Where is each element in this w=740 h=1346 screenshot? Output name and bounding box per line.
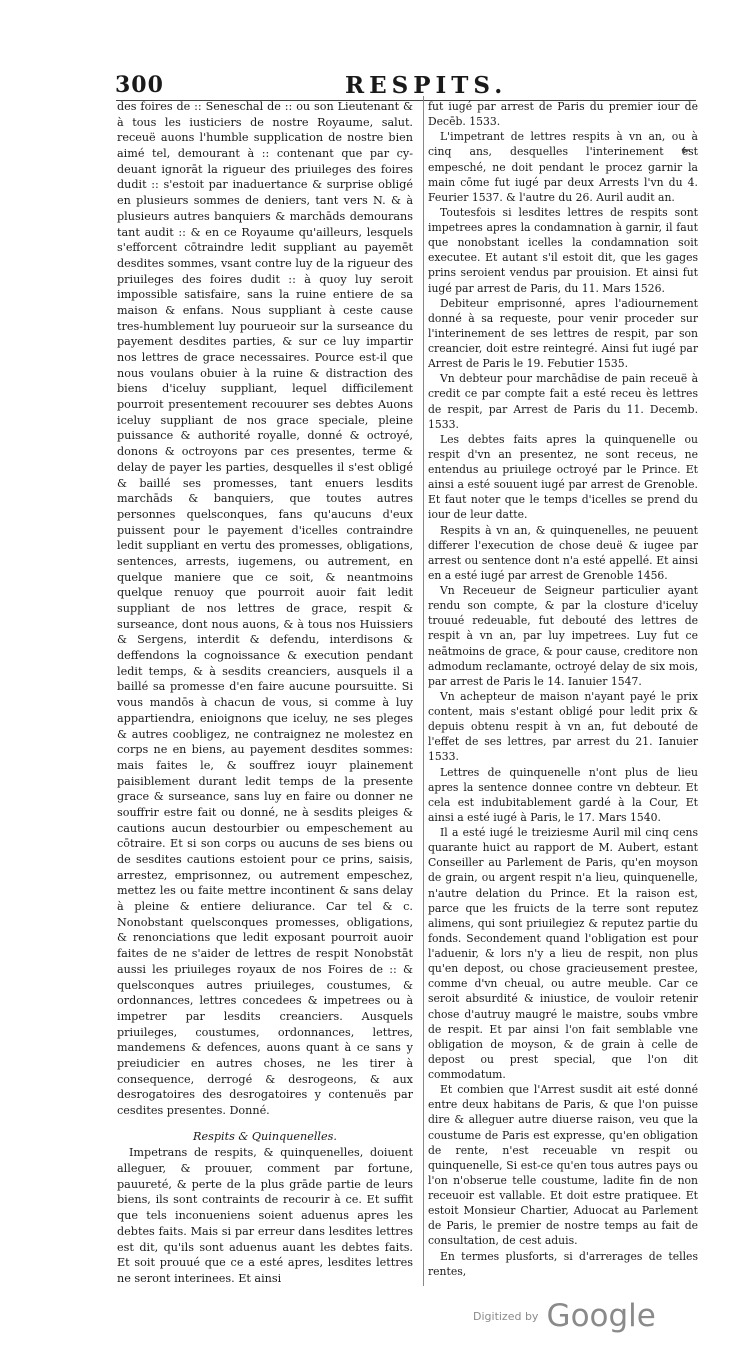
section-heading: Respits & Quinquenelles.	[193, 1129, 337, 1143]
page-header	[115, 72, 695, 100]
article-paragraph: Debiteur emprisonné, apres l'adiournement donné à sa requeste, pour venir proceder sur l'interinement de ses lettres de respit, par son creancier, doit estre reintegré. Ainsi fut iugé par Arrest de Paris le 19. Febutier 1535.	[428, 296, 698, 371]
margin-arrow-mark	[681, 146, 691, 154]
article-paragraph: En termes plusforts, si d'arrerages de telles rentes,	[428, 1249, 698, 1278]
article-paragraph: Vn debteur pour marchādise de pain receuë à credit ce par compte fait a esté receu ès lettres de respit, par Arrest de Paris du 11. Decemb. 1533.	[428, 372, 698, 431]
column-divider	[423, 96, 424, 1286]
digitized-watermark	[473, 1298, 656, 1334]
google-wordmark: Google	[546, 1298, 656, 1334]
left-column	[117, 99, 413, 1287]
digitized-label: Digitized by	[473, 1310, 539, 1323]
article-paragraph: Il a esté iugé le treiziesme Auril mil cinq cens quarante huict au rapport de M. Aubert, estant Conseiller au Parlement de Paris, qu'en moyson de grain, ou argent respit n'a lieu, quinquenelle, n'autre delation du Prince. Et la raison est, parce que les fruicts de la terre sont reputez alimens, qui sont priuilegiez & reputez partie du fonds. Secondement quand l'obligation est pour l'aduenir, & lors n'y a lieu de respit, non plus qu'en depost, ou chose gracieusement prestee, comme d'vn cheual, ou autre meuble. Car ce seroit absurdité & iniustice, de vouloir retenir chose d'autruy maugré le maistre, soubs vmbre de respit. Et par ainsi l'on fait semblable vne obligation de moyson, & de grain à celle de depost ou prest special, que l'on dit commodatum.	[428, 826, 698, 1081]
page-number: 300	[115, 72, 164, 98]
article-paragraph: Respits à vn an, & quinquenelles, ne peuuent differer l'execution de chose deuë & iugee par arrest ou sentence dont n'a esté appellé. Et ainsi en a esté iugé par arrest de Grenoble 1456.	[428, 523, 698, 582]
article-paragraph: Vn Receueur de Seigneur particulier ayant rendu son compte, & par la closture d'iceluy trouué redeuable, fut debouté des lettres de respit à vn an, par luy impetrees. Luy fut ce neātmoins de grace, & pour cause, creditore non admodum reclamante, octroyé delay de six mois, par arrest de Paris le 14. Ianuier 1547.	[428, 584, 698, 688]
article-paragraph: Vn achepteur de maison n'ayant payé le prix content, mais s'estant obligé pour ledit prix & depuis obtenu respit à vn an, fut debouté de l'effet de ses lettres, par arrest du 21. Ianuier 1533.	[428, 689, 698, 764]
continuation-paragraph: fut iugé par arrest de Paris du premier iour de Decēb. 1533.	[428, 100, 698, 129]
impetrans-paragraph: Impetrans de respits, & quinquenelles, doiuent alleguer, & prouuer, comment par fortune, pauureté, & perte de la plus grāde partie de leurs biens, ils sont contraints de recourir à ce. Et suffit que tels inconueniens soient aduenus apres les debtes faits. Mais si par erreur dans lesdites lettres est dit, qu'ils sont aduenus auant les debtes faits. Et soit prouué que ce a esté apres, lesdites lettres ne seront interinees. Et ainsi	[117, 1146, 413, 1285]
article-paragraph: Lettres de quinquenelle n'ont plus de lieu apres la sentence donnee contre vn debteur. Et cela est indubitablement gardé à la Cour, Et ainsi a esté iugé à Paris, le 17. Mars 1540.	[428, 765, 698, 824]
running-title: RESPITS.	[345, 72, 508, 99]
right-column	[428, 99, 698, 1279]
article-paragraph: L'impetrant de lettres respits à vn an, ou à cinq ans, desquelles l'interinement est empesché, ne doit pendant le procez garnir la main cōme fut iugé par deux Arrests l'vn du 4. Feurier 1537. & l'autre du 26. Auril audit an.	[428, 130, 698, 204]
article-paragraph: Et combien que l'Arrest susdit ait esté donné entre deux habitans de Paris, & que l'on puisse dire & alleguer autre diuerse raison, veu que la coustume de Paris est expresse, qu'en obligation de rente, n'est receuable vn respit ou quinquenelle, Si est-ce qu'en tous autres pays ou l'on n'obserue telle coustume, ladite fin de non receuoir est vallable. Et doit estre pratiquee. Et estoit Monsieur Chartier, Aduocat au Parlement de Paris, le premier de nostre temps au fait de consultation, de cest aduis.	[428, 1083, 698, 1248]
article-paragraph: Toutesfois si lesdites lettres de respits sont impetrees apres la condamnation à garnir, il faut que nonobstant icelles la condamnation soit executee. Et autant s'il estoit dit, que les gages prins seroient vendus par prouision. Et ainsi fut iugé par arrest de Paris, du 11. Mars 1526.	[428, 205, 698, 295]
letters-formula-paragraph: des foires de :: Seneschal de :: ou son Lieutenant & à tous les iusticiers de nostre Royaume, salut. receuë auons l'humble supplication de nostre bien aimé tel, demourant à :: contenant que par cy-deuant ignorāt la rigueur des priuileges des foires dudit :: s'estoit par inaduertance & surprise obligé en plusieurs sommes de deniers, tant vers N. & à plusieurs autres banquiers & marchāds demourans tant audit :: & en ce Royaume qu'ailleurs, lesquels s'efforcent cōtraindre ledit suppliant au payemēt desdites sommes, vsant contre luy de la rigueur des priuileges des foires dudit :: à quoy luy seroit impossible satisfaire, sans la ruine entiere de sa maison & enfans. Nous suppliant à ceste cause tres-humblement luy pourueoir sur la surseance du payement desdites parties, & sur ce luy impartir nos lettres de grace necessaires. Pource est-il que nous voulans obuier à la ruine & distraction des biens d'iceluy suppliant, lequel difficilement pourroit presentement recouurer ses debtes Auons iceluy suppliant de nos grace speciale, pleine puissance & authorité royalle, donné & octroyé, donons & octroyons par ces presentes, terme & delay de payer les parties, desquelles il s'est obligé & baillé ses promesses, tant enuers lesdits marchāds & banquiers, que toutes autres personnes quelsconques, fans qu'aucuns d'eux puissent pour le payement d'icelles contraindre ledit suppliant en vertu des promesses, obligations, sentences, arrests, iugemens, ou autrement, en quelque maniere que ce soit, & neantmoins quelque renuoy que pourroit auoir fait ledit suppliant de nos lettres de grace, respit & surseance, dont nous auons, & à tous nos Huissiers & Sergens, interdit & defendu, interdisons & deffendons la cognoissance & execution pendant ledit temps, & à sesdits creanciers, ausquels il a baillé sa promesse d'en faire aucune poursuitte. Si vous mandōs à chacun de vous, si comme à luy appartiendra, enioignons que iceluy, ne ses pleges & autres coobligez, ne contraignez ne molestez en corps ne en biens, au payement desdites sommes: mais faites le, & souffrez iouyr plainement paisiblement durant ledit temps de la presente grace & surseance, sans luy en faire ou donner ne souffrir estre fait ou donné, ne à sesdits pleiges & cautions aucun destourbier ou empeschement au cōtraire. Et si son corps ou aucuns de ses biens ou de sesdites cautions estoient pour ce prins, saisis, arrestez, emprisonnez, ou autrement empeschez, mettez les ou faite mettre incontinent & sans delay à pleine & entiere deliurance. Car tel & c. Nonobstant quelsconques promesses, obligations, & renonciations que ledit exposant pourroit auoir faites de ne s'aider de lettres de respit Nonobstāt aussi les priuileges royaux de nos Foires de :: & quelsconques autres priuileges, coustumes, & ordonnances, lettres concedees & impetrees ou à impetrer par lesdits creanciers. Ausquels priuileges, coustumes, ordonnances, lettres, mandemens & defences, auons quant à ce sans y preiudicier en autres choses, ne les tirer à consequence, derrogé & desrogeons, & aux desrogatoires des desrogatoires y contenuës par cesdites presentes. Donné.	[117, 100, 413, 1117]
article-paragraph: Les debtes faits apres la quinquenelle ou respit d'vn an presentez, ne sont receus, ne entendus au priuilege octroyé par le Prince. Et ainsi a esté souuent iugé par arrest de Grenoble. Et faut noter que le temps d'icelles se prend du iour de leur datte.	[428, 432, 698, 522]
